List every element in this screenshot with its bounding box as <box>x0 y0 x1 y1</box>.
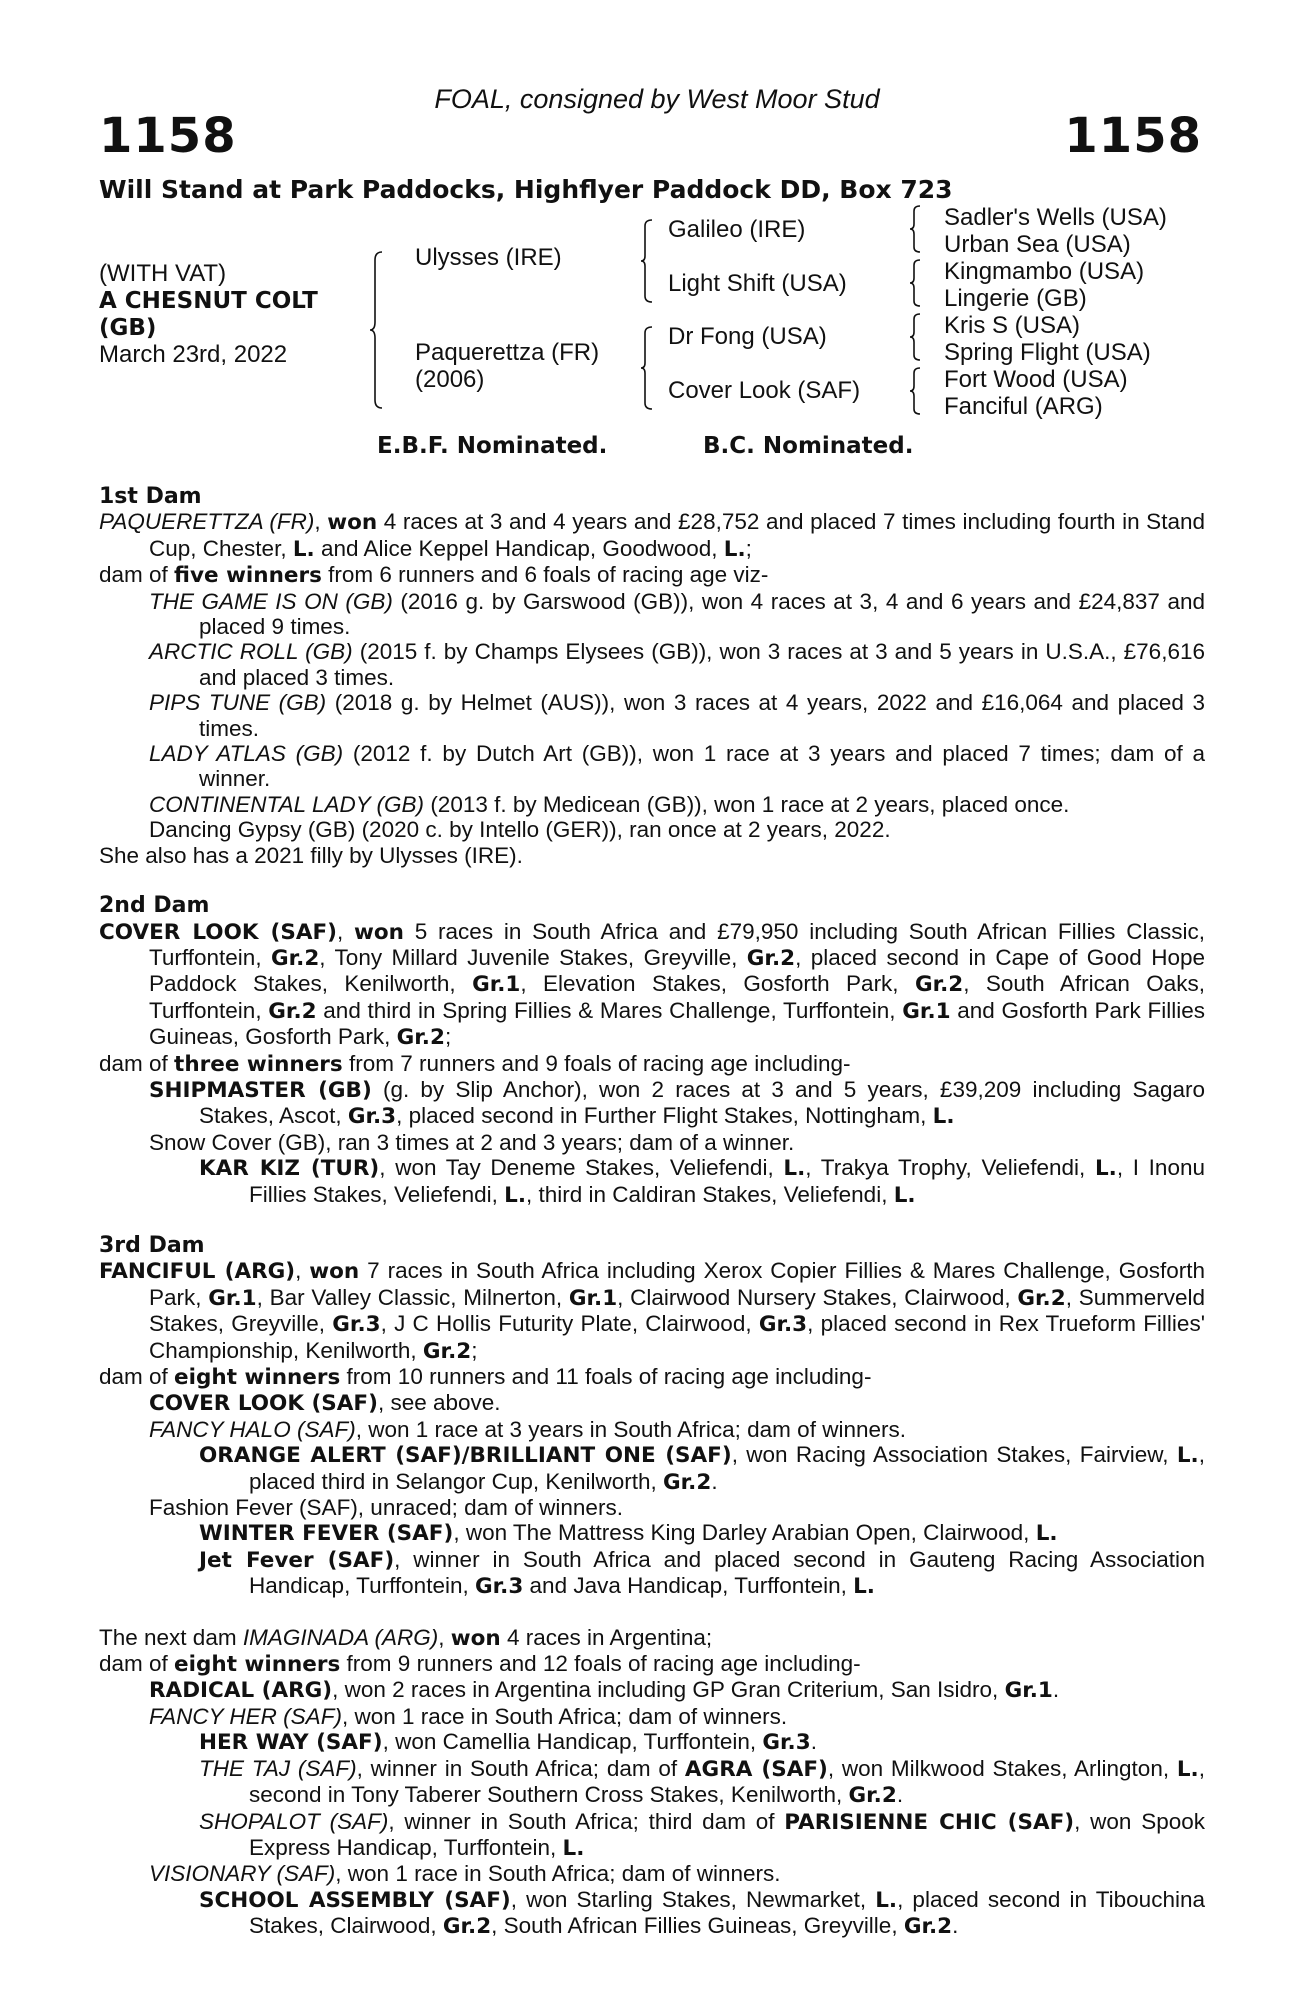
progeny-text: , South African Fillies Guineas, Greyville, <box>491 1913 904 1939</box>
grade-mark: Gr.3 <box>474 1574 524 1600</box>
also-note: She also has a 2021 filly by Ulysses (IRE). <box>99 842 523 868</box>
progeny-entry <box>99 1729 1205 1755</box>
progeny-text: , winner in South Africa; third dam of <box>388 1808 785 1834</box>
progeny-text: , placed second in Further Flight Stakes, Nottingham, <box>396 1103 933 1129</box>
won-label: won <box>354 919 404 945</box>
progeny-name: LADY ATLAS (GB) <box>149 741 344 767</box>
ancestor-6: Spring Flight (USA) <box>944 339 1151 366</box>
second-dam-heading: 2nd Dam <box>99 893 210 919</box>
listed-mark: L. <box>1035 1521 1058 1547</box>
listed-mark: L. <box>723 536 746 562</box>
record-text: 4 races at 3 and 4 years and £28,752 and placed 7 times including fourth in Stand Cup, Chester, <box>149 509 1205 561</box>
ebf-nomination: E.B.F. Nominated. <box>377 433 608 459</box>
progeny-name: THE GAME IS ON (GB) <box>149 588 393 614</box>
grade-mark: Gr.2 <box>422 1338 472 1364</box>
next-dam-record <box>99 1625 1205 1651</box>
third-dam-produce <box>99 1364 1205 1390</box>
winners-count: eight winners <box>174 1365 341 1390</box>
third-dam-record: FANCIFUL (ARG), won 7 races in South Africa including Xerox Copier Fillies & Mares Challenge, Gosforth Park, Gr.1, Bar Valley Classic, Milnerton, Gr.1, Clairwood Nursery Stakes, Clairwood, Gr.2, Summerveld Stakes, Greyville, Gr.3, J C Hollis Futurity Plate, Clairwood, Gr.3, placed second in Rex Trueform Fillies' Championship, Kenilworth, Gr.2; <box>99 1258 1205 1364</box>
progeny-text: , Trakya Trophy, Veliefendi, <box>805 1155 1095 1181</box>
progeny-entry <box>99 589 1205 640</box>
grade-mark: Gr.1 <box>208 1285 257 1311</box>
record-text: and Alice Keppel Handicap, Goodwood, <box>314 535 724 561</box>
progeny-text: . <box>952 1913 959 1939</box>
produce-text: from 7 runners and 9 foals of racing age including- <box>342 1050 851 1076</box>
progeny-text: . <box>711 1468 718 1494</box>
progeny-name: COVER LOOK (SAF) <box>149 1391 378 1417</box>
dam-year: (2006) <box>415 366 485 393</box>
record-text: , placed second in Rex Trueform Fillies' Championship, Kenilworth, <box>149 1311 1205 1363</box>
progeny-name: PARISIENNE CHIC (SAF) <box>784 1809 1075 1835</box>
g-bracket-1 <box>910 204 924 254</box>
ancestor-2: Urban Sea (USA) <box>944 231 1131 258</box>
record-text: , Elevation Stakes, Gosforth Park, <box>520 971 915 997</box>
record-text: ; <box>745 535 752 561</box>
grade-mark: Gr.2 <box>903 1914 953 1940</box>
progeny-text: , won Milkwood Stakes, Arlington, <box>827 1755 1177 1781</box>
record-text: , South African Oaks, Turffontein, <box>149 971 1206 1023</box>
grade-mark: Gr.2 <box>270 945 320 971</box>
listed-mark: L. <box>893 1182 916 1208</box>
dam-name: PAQUERETTZA (FR) <box>99 509 315 535</box>
record-text: The next dam <box>99 1624 243 1650</box>
progeny-text: , won 1 race in South Africa; dam of winners. <box>335 1861 781 1887</box>
progeny-name: PIPS TUNE (GB) <box>149 690 327 716</box>
grade-mark: Gr.1 <box>1004 1678 1053 1704</box>
stand-location: Will Stand at Park Paddocks, Highflyer Paddock DD, Box 723 <box>99 175 953 204</box>
grade-mark: Gr.1 <box>902 998 951 1024</box>
produce-text: from 6 runners and 6 foals of racing age viz- <box>321 562 769 588</box>
progeny-text: and Java Handicap, Turffontein, <box>523 1573 854 1599</box>
first-dam-heading: 1st Dam <box>99 484 202 509</box>
produce-text: dam of <box>99 1651 175 1677</box>
dam-name: FANCIFUL (ARG) <box>99 1259 296 1285</box>
progeny-text: , second in Tony Taberer Southern Cross Stakes, Kenilworth, <box>249 1755 1205 1808</box>
progeny-name: SHIPMASTER (GB) <box>149 1077 372 1103</box>
sire: Ulysses (IRE) <box>415 244 562 271</box>
progeny-entry: Snow Cover (GB), ran 3 times at 2 and 3 years; dam of a winner. <box>149 1129 795 1155</box>
progeny-text: . <box>810 1729 817 1755</box>
progeny-text: , winner in South Africa; dam of <box>356 1755 685 1781</box>
subject-name: A CHESNUT COLT <box>99 288 318 314</box>
progeny-entry <box>99 741 1205 792</box>
progeny-text: , won 1 race at 3 years in South Africa; dam of winners. <box>355 1416 906 1442</box>
g-bracket-2 <box>910 258 924 308</box>
progeny-text: . <box>896 1782 904 1808</box>
ancestor-3: Kingmambo (USA) <box>944 258 1145 285</box>
progeny-entry <box>99 1704 1205 1729</box>
listed-mark: L. <box>292 536 315 562</box>
listed-mark: L. <box>932 1104 955 1130</box>
sire-dam-bracket <box>370 250 390 410</box>
ancestor-1: Sadler's Wells (USA) <box>944 204 1167 231</box>
second-dam-produce <box>99 1051 1205 1077</box>
record-text: and third in Spring Fillies & Mares Challenge, Turffontein, <box>316 997 903 1023</box>
won-label: won <box>327 510 378 536</box>
grade-mark: Gr.2 <box>914 972 964 998</box>
record-text: , Bar Valley Classic, Milnerton, <box>256 1284 569 1310</box>
produce-text: dam of <box>99 562 175 588</box>
produce-text: from 9 runners and 12 foals of racing age including- <box>340 1651 861 1677</box>
produce-text: dam of <box>99 1050 175 1076</box>
record-text: , J C Hollis Futurity Plate, Clairwood, <box>380 1311 759 1337</box>
progeny-name: RADICAL (ARG) <box>149 1678 333 1704</box>
progeny-text: (2016 g. by Garswood (GB)), won 4 races at 3, 4 and 6 years and £24,837 and placed 9 times. <box>199 588 1205 640</box>
won-label: won <box>450 1625 501 1651</box>
progeny-entry: Dancing Gypsy (GB) (2020 c. by Intello (GER)), ran once at 2 years, 2022. <box>149 817 891 843</box>
grade-mark: Gr.2 <box>396 1025 445 1051</box>
progeny-entry <box>99 1861 1205 1886</box>
lot-number-left: 1158 <box>99 108 237 164</box>
progeny-text: (2012 f. by Dutch Art (GB)), won 1 race at 3 years and placed 7 times; dam of a winner. <box>199 741 1205 792</box>
progeny-name: ARCTIC ROLL (GB) <box>149 639 353 665</box>
progeny-name: VISIONARY (SAF) <box>149 1861 336 1887</box>
progeny-entry <box>99 1756 1205 1809</box>
second-dam-record: COVER LOOK (SAF), won 5 races in South Africa and £79,950 including South African Fillies Classic, Turffontein, Gr.2, Tony Millard Juvenile Stakes, Greyville, Gr.2, placed second in Cape of Good Hope Paddock Stakes, Kenilworth, Gr.1, Elevation Stakes, Gosforth Park, Gr.2, South African Oaks, Turffontein, Gr.2 and third in Spring Fillies & Mares Challenge, Turffontein, Gr.1 and Gosforth Park Fillies Guineas, Gosforth Park, Gr.2; <box>99 918 1206 1051</box>
progeny-entry <box>99 1520 1205 1546</box>
listed-mark: L. <box>562 1835 585 1861</box>
progeny-text: , won Racing Association Stakes, Fairview, <box>731 1442 1177 1468</box>
catalogue-body <box>99 484 1205 1940</box>
progeny-text: , I Inonu Fillies Stakes, Veliefendi, <box>249 1155 1205 1207</box>
listed-mark: L. <box>1094 1156 1117 1182</box>
ancestor-7: Fort Wood (USA) <box>944 366 1128 393</box>
grade-mark: Gr.2 <box>848 1783 897 1809</box>
record-text: 4 races in Argentina; <box>500 1624 713 1650</box>
consignor-line: FOAL, consigned by West Moor Stud <box>434 84 880 114</box>
progeny-text: (2018 g. by Helmet (AUS)), won 3 races at 4 years, 2022 and £16,064 and placed 3 times. <box>199 690 1205 741</box>
dam-name: IMAGINADA (ARG) <box>242 1624 439 1650</box>
progeny-entry <box>99 792 1205 817</box>
g-bracket-4 <box>910 366 924 416</box>
grade-mark: Gr.2 <box>442 1914 492 1940</box>
grade-mark: Gr.3 <box>758 1312 808 1338</box>
record-text: , Summerveld Stakes, Greyville, <box>149 1284 1205 1337</box>
first-dam-produce <box>99 562 1205 588</box>
dam-name: COVER LOOK (SAF) <box>99 919 337 945</box>
progeny-entry <box>99 1155 1205 1208</box>
first-dam-record: PAQUERETTZA (FR), won 4 races at 3 and 4 years and £28,752 and placed 7 times including fourth in Stand Cup, Chester, L. and Alice Keppel Handicap, Goodwood, L.; <box>99 509 1205 562</box>
record-text: , Tony Millard Juvenile Stakes, Greyville, <box>319 944 747 970</box>
grade-mark: Gr.2 <box>663 1469 712 1495</box>
progeny-text: . <box>1052 1677 1060 1703</box>
progeny-text: , won 2 races in Argentina including GP Gran Criterium, San Isidro, <box>332 1677 1005 1703</box>
winners-count: eight winners <box>174 1652 341 1678</box>
listed-mark: L. <box>1176 1443 1199 1469</box>
progeny-entry <box>99 1417 1205 1442</box>
spacer <box>99 1208 1205 1233</box>
lot-number-right: 1158 <box>1064 108 1202 164</box>
spacer <box>99 868 1205 893</box>
record-text: , placed second in Cape of Good Hope Paddock Stakes, Kenilworth, <box>149 944 1205 997</box>
progeny-text: , won Camellia Handicap, Turffontein, <box>382 1729 763 1755</box>
progeny-entry <box>99 1442 1205 1495</box>
winners-count: three winners <box>174 1051 343 1077</box>
progeny-entry <box>99 1390 1205 1416</box>
record-text: , Clairwood Nursery Stakes, Clairwood, <box>617 1284 1018 1310</box>
progeny-name: ORANGE ALERT (SAF)/BRILLIANT ONE (SAF) <box>199 1443 732 1469</box>
record-text: 5 races in South Africa and £79,950 including South African Fillies Classic, Turffontein, <box>149 918 1205 970</box>
progeny-text: , won The Mattress King Darley Arabian Open, Clairwood, <box>453 1520 1036 1546</box>
bc-nomination: B.C. Nominated. <box>703 433 914 459</box>
dam-dam: Cover Look (SAF) <box>668 377 861 404</box>
winners-count: five winners <box>174 563 322 589</box>
progeny-text: , third in Caldiran Stakes, Veliefendi, <box>526 1181 894 1207</box>
progeny-text: , won Spook Express Handicap, Turffontein, <box>249 1808 1206 1860</box>
progeny-entry <box>99 1077 1205 1130</box>
listed-mark: L. <box>1176 1756 1199 1782</box>
grade-mark: Gr.1 <box>472 972 521 998</box>
produce-text: dam of <box>99 1364 175 1389</box>
sire-bracket <box>641 218 657 304</box>
ancestor-4: Lingerie (GB) <box>944 285 1087 312</box>
grade-mark: Gr.2 <box>1017 1285 1066 1311</box>
listed-mark: L. <box>875 1887 898 1913</box>
progeny-name: KAR KIZ (TUR) <box>199 1156 380 1182</box>
progeny-name: CONTINENTAL LADY (GB) <box>149 791 425 817</box>
next-dam-produce <box>99 1651 1205 1677</box>
ancestor-5: Kris S (USA) <box>944 312 1081 339</box>
grade-mark: Gr.3 <box>332 1312 381 1338</box>
won-label: won <box>309 1259 360 1285</box>
spacer <box>99 1600 1205 1625</box>
record-text: ; <box>444 1024 452 1050</box>
produce-text: from 10 runners and 11 foals of racing age including- <box>340 1364 872 1389</box>
record-text: ; <box>471 1337 478 1363</box>
progeny-entry <box>99 1887 1205 1940</box>
dam: Paquerettza (FR) <box>415 339 600 366</box>
dam-bracket <box>641 325 657 411</box>
progeny-name: SHOPALOT (SAF) <box>199 1808 389 1834</box>
listed-mark: L. <box>783 1156 806 1182</box>
progeny-text: , won Starling Stakes, Newmarket, <box>510 1886 876 1912</box>
progeny-text: (2015 f. by Champs Elysees (GB)), won 3 races at 3 and 5 years in U.S.A., £76,616 and placed 3 times. <box>199 639 1205 690</box>
record-text: 7 races in South Africa including Xerox Copier Fillies & Mares Challenge, Gosforth Park, <box>149 1258 1205 1310</box>
progeny-name: HER WAY (SAF) <box>199 1730 383 1756</box>
vat-note: (WITH VAT) <box>99 260 227 287</box>
grade-mark: Gr.2 <box>746 945 796 971</box>
progeny-text: (2013 f. by Medicean (GB)), won 1 race at 2 years, placed once. <box>424 791 1070 817</box>
sire-sire: Galileo (IRE) <box>668 216 806 243</box>
third-dam-heading: 3rd Dam <box>99 1232 205 1258</box>
progeny-entry <box>99 1809 1205 1862</box>
progeny-entry: Fashion Fever (SAF), unraced; dam of winners. <box>149 1495 623 1521</box>
progeny-text: , see above. <box>377 1390 501 1416</box>
progeny-text: , winner in South Africa and placed second in Gauteng Racing Association Handicap, Turffontein, <box>249 1546 1206 1599</box>
sire-dam: Light Shift (USA) <box>668 270 847 297</box>
g-bracket-3 <box>910 312 924 362</box>
progeny-text: , won Tay Deneme Stakes, Veliefendi, <box>379 1155 784 1181</box>
listed-mark: L. <box>853 1574 875 1600</box>
progeny-entry <box>99 639 1205 690</box>
progeny-entry <box>99 1547 1205 1600</box>
progeny-name: SCHOOL ASSEMBLY (SAF) <box>199 1887 511 1913</box>
record-text: , <box>438 1624 451 1650</box>
progeny-entry <box>99 690 1205 741</box>
grade-mark: Gr.2 <box>268 998 317 1024</box>
grade-mark: Gr.3 <box>347 1104 397 1130</box>
progeny-entry <box>99 1677 1205 1703</box>
progeny-name: WINTER FEVER (SAF) <box>199 1521 454 1547</box>
foaling-date: March 23rd, 2022 <box>99 341 288 368</box>
grade-mark: Gr.1 <box>568 1285 618 1311</box>
progeny-name: THE TAJ (SAF) <box>199 1755 357 1781</box>
progeny-text: (g. by Slip Anchor), won 2 races at 3 and 5 years, £39,209 including Sagaro Stakes, Ascot, <box>199 1076 1205 1129</box>
progeny-name: AGRA (SAF) <box>684 1756 828 1782</box>
progeny-text: , placed third in Selangor Cup, Kenilworth, <box>249 1442 1205 1494</box>
record-text: and Gosforth Park Fillies Guineas, Gosforth Park, <box>149 997 1205 1050</box>
progeny-name: FANCY HALO (SAF) <box>149 1416 356 1442</box>
subject-origin: (GB) <box>99 315 157 341</box>
listed-mark: L. <box>504 1182 526 1208</box>
progeny-text: , placed second in Tibouchina Stakes, Clairwood, <box>249 1886 1205 1939</box>
ancestor-8: Fanciful (ARG) <box>944 393 1103 420</box>
dam-sire: Dr Fong (USA) <box>668 323 827 350</box>
progeny-text: , won 1 race in South Africa; dam of winners. <box>341 1703 788 1729</box>
progeny-name: Jet Fever (SAF) <box>199 1547 395 1573</box>
grade-mark: Gr.3 <box>762 1730 811 1756</box>
progeny-name: FANCY HER (SAF) <box>149 1703 342 1729</box>
